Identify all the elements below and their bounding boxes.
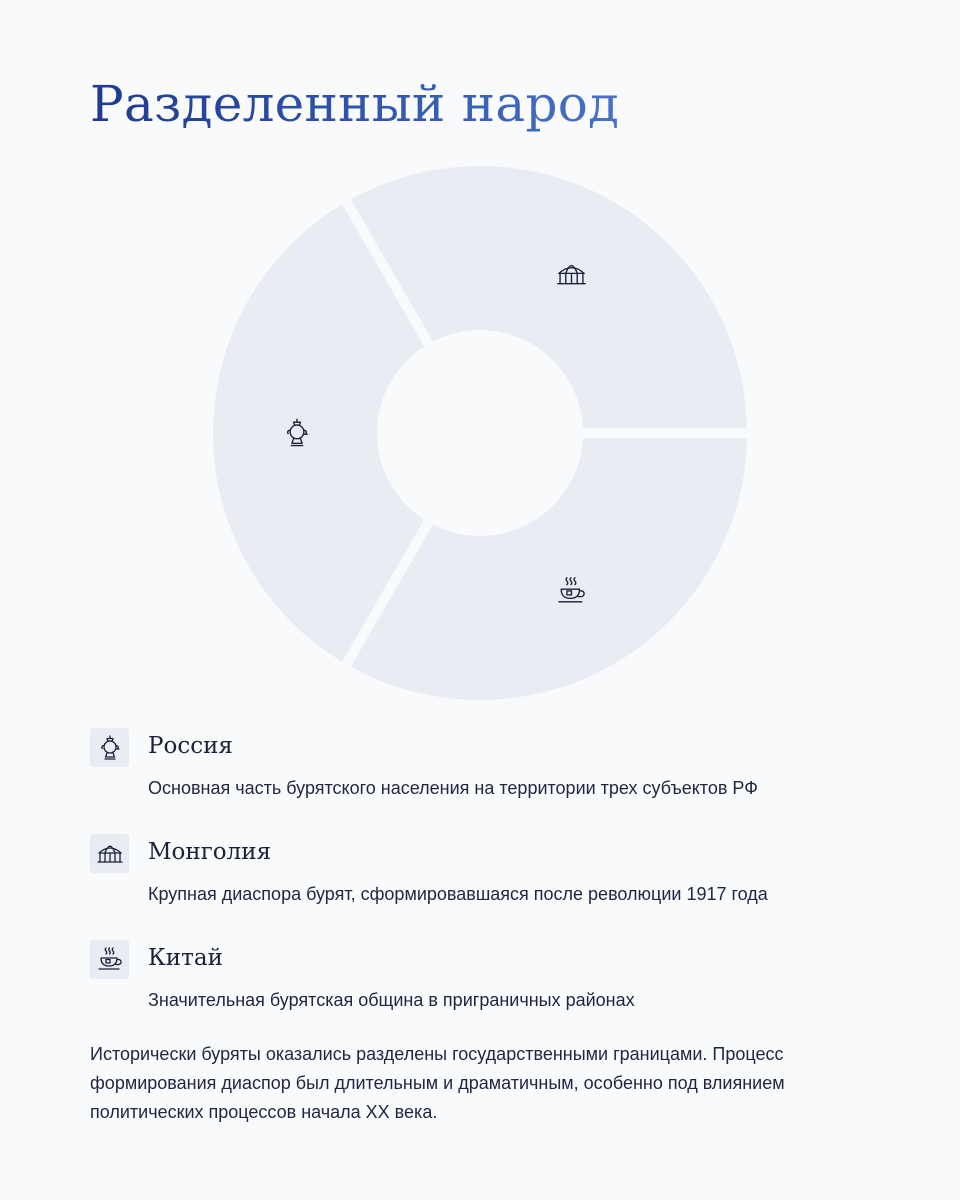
footnote-paragraph: Исторически буряты оказались разделены государственными границами. Процесс формирования диаспор был длительным и драматичным, особенно под влиянием политических процессов начала XX века. (90, 1044, 785, 1122)
donut-slice-china (354, 440, 745, 698)
donut-chart-svg (210, 163, 750, 703)
samovar-icon (90, 728, 129, 767)
legend (90, 726, 890, 1044)
legend-title: Китай (148, 945, 223, 971)
tea-cup-icon (90, 940, 129, 979)
legend-item-russia (90, 726, 890, 832)
legend-description: Значительная бурятская община в приграничных районах (148, 990, 635, 1010)
legend-title: Монголия (148, 839, 272, 865)
legend-title: Россия (148, 733, 233, 759)
legend-description: Крупная диаспора бурят, сформировавшаяся после революции 1917 года (148, 884, 768, 904)
page-title: Разделенный народ (90, 72, 619, 136)
legend-item-mongolia (90, 832, 890, 938)
yurt-icon (90, 834, 129, 873)
donut-chart (210, 163, 750, 703)
donut-slice-mongolia (354, 168, 745, 426)
legend-description: Основная часть бурятского населения на территории трех субъектов РФ (148, 778, 758, 798)
donut-slice-russia (215, 207, 422, 659)
legend-item-china (90, 938, 890, 1044)
